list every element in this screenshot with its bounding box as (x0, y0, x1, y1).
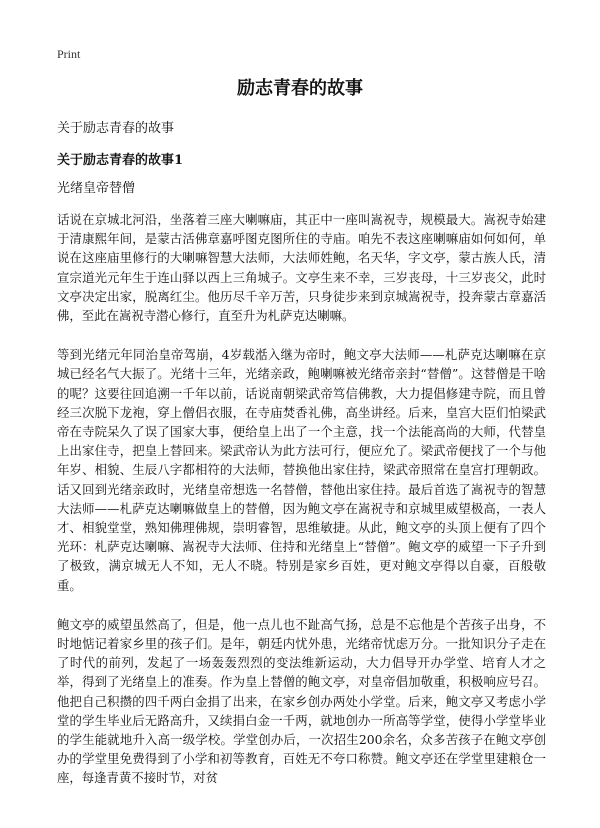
section-heading: 关于励志青春的故事1 (57, 153, 184, 168)
document-body (57, 210, 546, 808)
paragraph: 鲍文亭的威望虽然高了，但是，他一点儿也不趾高气扬，总是不忘他是个苦孩子出身，不时地惦记着家乡里的孩子们。是年，朝廷内忧外患，光绪帝忧虑万分。一批知识分子走在了时代的前列，发起了一场轰轰烈烈的变法维新运动，大力倡导开办学堂、培育人才之举，得到了光绪皇上的准奏。作为皇上替僧的鲍文亭，对皇帝倡加敬重，积极响应号召。他把自己积攒的四千两白金捐了出来，在家乡创办两处小学堂。后来，鲍文亭又考虑小学堂的学生毕业后无路高升，又续捐白金一千两，就地创办一所高等学堂，使得小学堂毕业的学生能就地升入高一级学校。学堂创办后，一次招生200余名，众多苦孩子在鲍文亭创办的学堂里免费得到了小学和初等教育，百姓无不夸口称赞。鲍文亭还在学堂里建粮仓一座，每逢青黄不接时节，对贫 (57, 616, 546, 786)
paragraph: 话说在京城北河沿，坐落着三座大喇嘛庙，其正中一座叫嵩祝寺，规模最大。嵩祝寺始建于清康熙年间，是蒙古活佛章嘉呼图克图所住的寺庙。咱先不表这座喇嘛庙如何如何，单说在这座庙里修行的大喇嘛智慧大法师，大法师姓鲍，名天华，字文亭，蒙古族人氏，清宣宗道光元年生于连山驿以西上三角城子。文亭生来不幸，三岁丧母，十三岁丧父，此时文亭决定出家，脱离红尘。他历尽千辛万苦，只身徒步来到京城嵩祝寺，投奔蒙古章嘉活佛，至此在嵩祝寺潜心修行，直至升为札萨克达喇嘛。 (57, 212, 546, 324)
document-subtitle: 关于励志青春的故事 (57, 121, 175, 136)
print-link[interactable]: Print (57, 47, 81, 61)
page-title: 励志青春的故事 (237, 78, 363, 99)
story-title: 光绪皇帝替僧 (57, 181, 136, 196)
paragraph: 等到光绪元年同治皇帝驾崩，4岁载湉入继为帝时，鲍文亭大法师——札萨克达喇嘛在京城已经名气大振了。光绪十三年，光绪亲政，鲍喇嘛被光绪帝亲封“替僧”。这替僧是干啥的呢？这要往回追溯一千年以前，话说南朝梁武帝笃信佛教，大力提倡修建寺院，而且曾经三次脱下龙袍，穿上僧侣衣服，在寺庙焚香礼佛，高坐讲经。后来，皇宫大臣们怕梁武帝在寺院呆久了误了国家大事，便给皇上出了一个主意，找一个法能高尚的大师，代替皇上出家住寺，把皇上替回来。梁武帝认为此方法可行，便应允了。梁武帝便找了一个与他年岁、相貌、生辰八字都相符的大法师，替换他出家住持，梁武帝照常在皇宫打理朝政。话又回到光绪亲政时，光绪皇帝想选一名替僧，替他出家住持。最后首选了嵩祝寺的智慧大法师——札萨克达喇嘛做皇上的替僧，因为鲍文亭在嵩祝寺和京城里威望极高，一表人才、相貌堂堂，熟知佛理佛规，崇明睿智，思维敏捷。从此，鲍文亭的头顶上便有了四个光环：札萨克达喇嘛、嵩祝寺大法师、住持和光绪皇上“替僧”。鲍文亭的威望一下子升到了极致，满京城无人不知，无人不晓。特别是家乡百姓，更对鲍文亭得以自豪，百般敬重。 (57, 347, 546, 593)
